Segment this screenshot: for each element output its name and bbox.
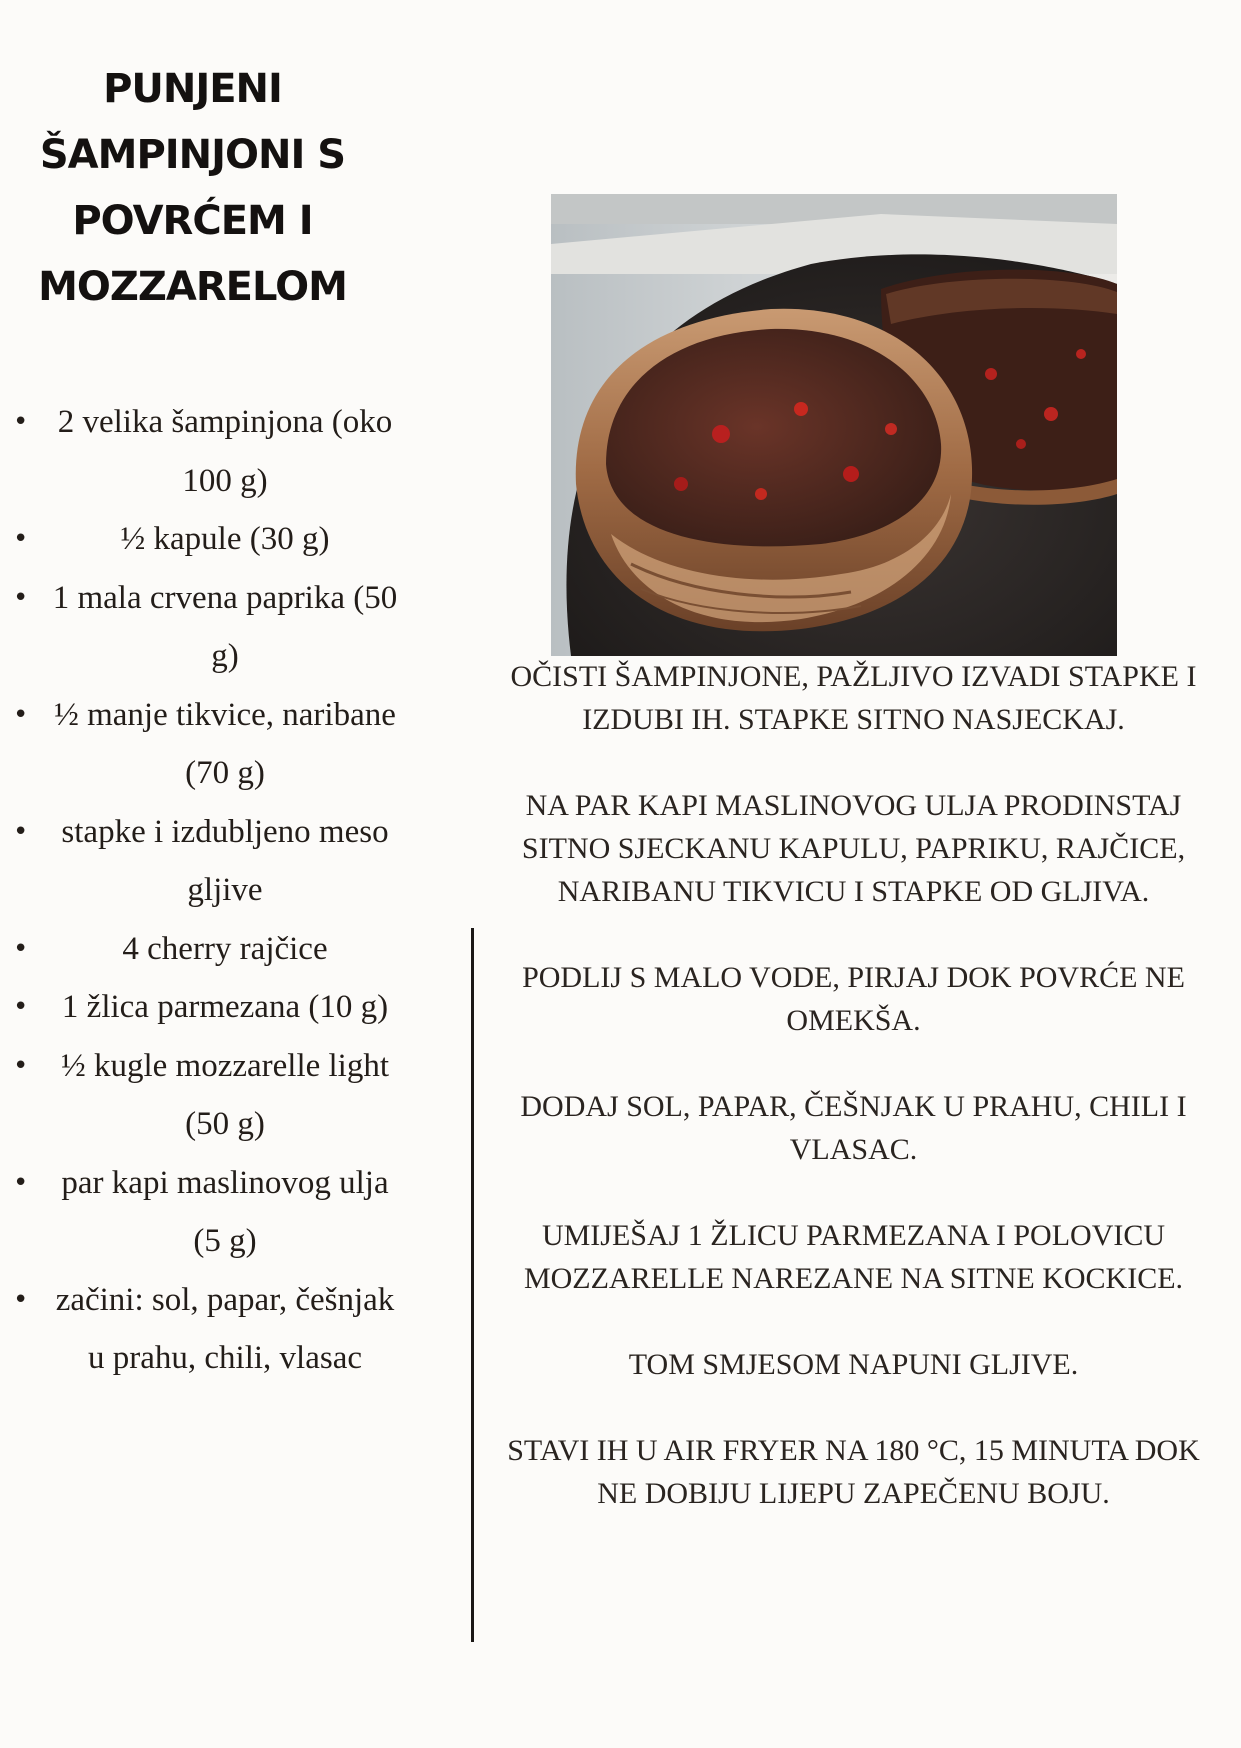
ingredient-item: [0, 978, 400, 1037]
column-divider: [471, 928, 474, 1642]
title-line: POVRĆEM I: [72, 198, 313, 244]
ingredient-text: par kapi maslinovog ulja (5 g): [61, 1164, 389, 1259]
ingredient-text: 2 velika šampinjona (oko 100 g): [57, 404, 393, 499]
bullet-icon: •: [13, 992, 29, 1022]
bullet-icon: •: [13, 816, 29, 847]
ingredient-text: 4 cherry rajčice: [122, 930, 328, 967]
bullet-icon: •: [13, 582, 29, 613]
ingredient-text: začini: sol, papar, češnjak u prahu, chili, vlasac: [55, 1281, 395, 1376]
ingredient-item: [0, 569, 400, 686]
ingredient-text: ½ kugle mozzarelle light (50 g): [60, 1047, 390, 1142]
instructions: [490, 655, 1217, 1515]
bullet-icon: •: [13, 1050, 29, 1081]
ingredient-text: ½ kapule (30 g): [120, 521, 330, 557]
ingredient-list: [0, 393, 420, 1388]
title-line: ŠAMPINJONI S: [39, 132, 346, 178]
title-line: PUNJENI: [103, 66, 282, 112]
ingredient-item: [0, 686, 400, 803]
ingredient-text: ½ manje tikvice, naribane (70 g): [54, 696, 396, 791]
instruction-step: DODAJ SOL, PAPAR, ČEŠNJAK U PRAHU, CHILI I VLASAC.: [520, 1090, 1187, 1166]
ingredient-text: stapke i izdubljeno meso gljive: [61, 813, 389, 908]
instruction-step: UMIJEŠAJ 1 ŽLICU PARMEZANA I POLOVICU MOZZARELLE NAREZANE NA SITNE KOCKICE.: [523, 1219, 1184, 1295]
bullet-icon: •: [13, 407, 29, 437]
ingredient-item: [0, 920, 400, 979]
instruction-step: STAVI IH U AIR FRYER NA 180 °C, 15 MINUTA DOK NE DOBIJU LIJEPU ZAPEČENU BOJU.: [507, 1434, 1200, 1510]
ingredient-item: [0, 1154, 400, 1271]
bullet-icon: •: [13, 1284, 29, 1315]
recipe-title: [20, 56, 365, 320]
ingredient-item: [0, 393, 400, 510]
instruction-step: NA PAR KAPI MASLINOVOG ULJA PRODINSTAJ SITNO SJECKANU KAPULU, PAPRIKU, RAJČICE, NARIBANU TIKVICU I STAPKE OD GLJIVA.: [521, 789, 1186, 908]
title-line: MOZZARELOM: [38, 264, 347, 310]
bullet-icon: •: [13, 524, 29, 554]
stuffed-mushrooms-photo: [551, 194, 1117, 656]
ingredient-item: [0, 1271, 400, 1388]
instruction-step: TOM SMJESOM NAPUNI GLJIVE.: [628, 1348, 1079, 1381]
ingredient-item: [0, 510, 400, 569]
ingredient-item: [0, 803, 400, 920]
ingredient-item: [0, 1037, 400, 1154]
instruction-step: OČISTI ŠAMPINJONE, PAŽLJIVO IZVADI STAPKE I IZDUBI IH. STAPKE SITNO NASJECKAJ.: [510, 660, 1197, 736]
ingredient-text: 1 mala crvena paprika (50 g): [52, 579, 398, 674]
ingredient-text: 1 žlica parmezana (10 g): [61, 989, 389, 1025]
instruction-step: PODLIJ S MALO VODE, PIRJAJ DOK POVRĆE NE OMEKŠA.: [522, 961, 1185, 1037]
bullet-icon: •: [13, 699, 29, 730]
bullet-icon: •: [13, 1167, 29, 1198]
bullet-icon: •: [13, 933, 29, 964]
